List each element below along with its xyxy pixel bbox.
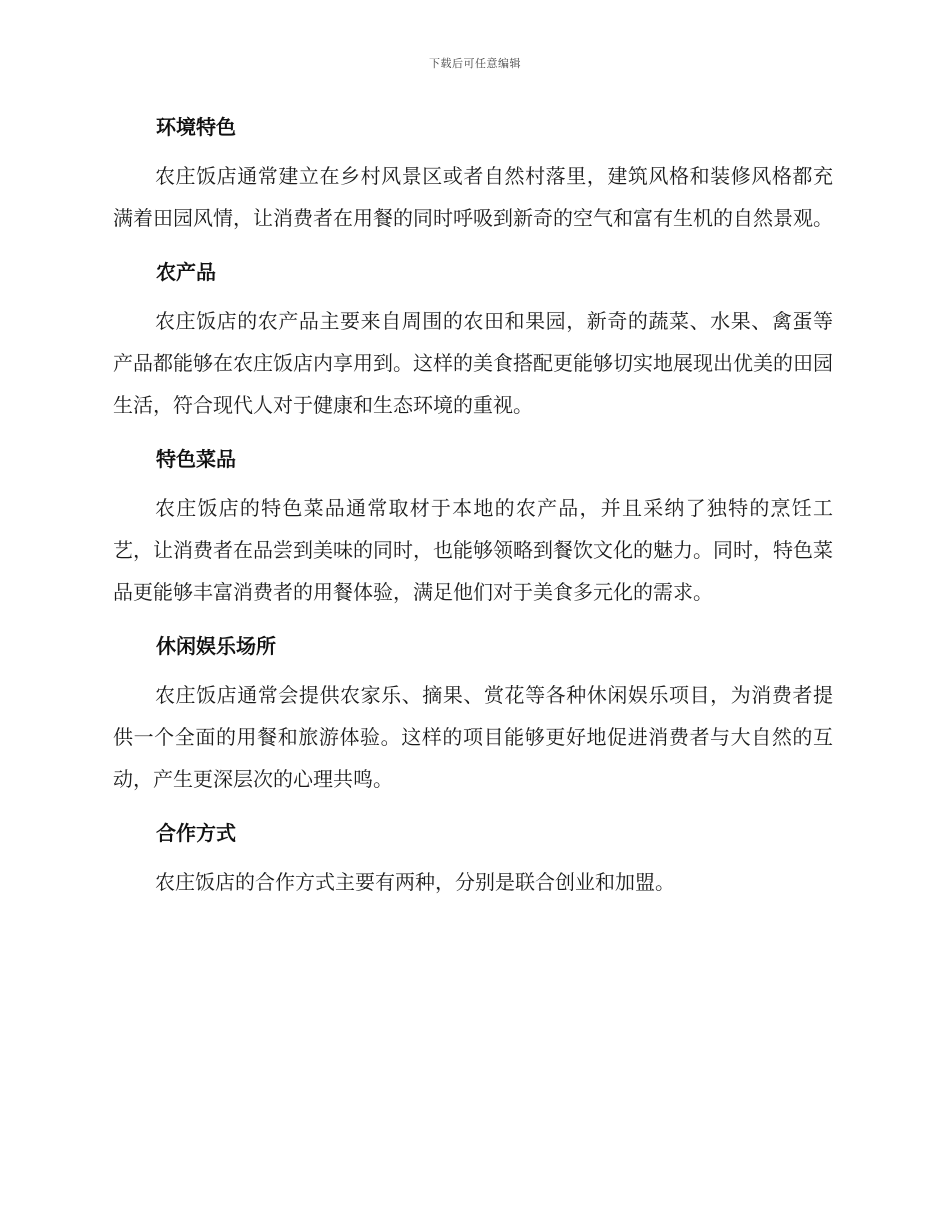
- section-body-leisure: 农庄饭店通常会提供农家乐、摘果、赏花等各种休闲娱乐项目，为消费者提供一个全面的用餐和旅游体验。这样的项目能够更好地促进消费者与大自然的互动，产生更深层次的心理共鸣。: [113, 683, 833, 791]
- section-title-cooperation: 合作方式: [156, 821, 236, 845]
- header-note: 下载后可任意编辑: [429, 57, 521, 70]
- section-body-produce: 农庄饭店的农产品主要来自周围的农田和果园，新奇的蔬菜、水果、禽蛋等产品都能够在农庄饭店内享用到。这样的美食搭配更能够切实地展现出优美的田园生活，符合现代人对于健康和生态环境的重视。: [113, 309, 833, 417]
- document-content: [113, 112, 833, 903]
- section-title-environment: 环境特色: [156, 115, 236, 139]
- section-body-environment: 农庄饭店通常建立在乡村风景区或者自然村落里，建筑风格和装修风格都充满着田园风情，让消费者在用餐的同时呼吸到新奇的空气和富有生机的自然景观。: [113, 164, 833, 230]
- section-title-leisure: 休闲娱乐场所: [156, 634, 276, 658]
- section-title-produce: 农产品: [156, 260, 216, 284]
- section-title-specialty-dishes: 特色菜品: [156, 447, 236, 471]
- section-body-cooperation: 农庄饭店的合作方式主要有两种，分别是联合创业和加盟。: [155, 870, 675, 894]
- section-body-specialty-dishes: 农庄饭店的特色菜品通常取材于本地的农产品，并且采纳了独特的烹饪工艺，让消费者在品尝到美味的同时，也能够领略到餐饮文化的魅力。同时，特色菜品更能够丰富消费者的用餐体验，满足他们对于美食多元化的需求。: [113, 496, 833, 604]
